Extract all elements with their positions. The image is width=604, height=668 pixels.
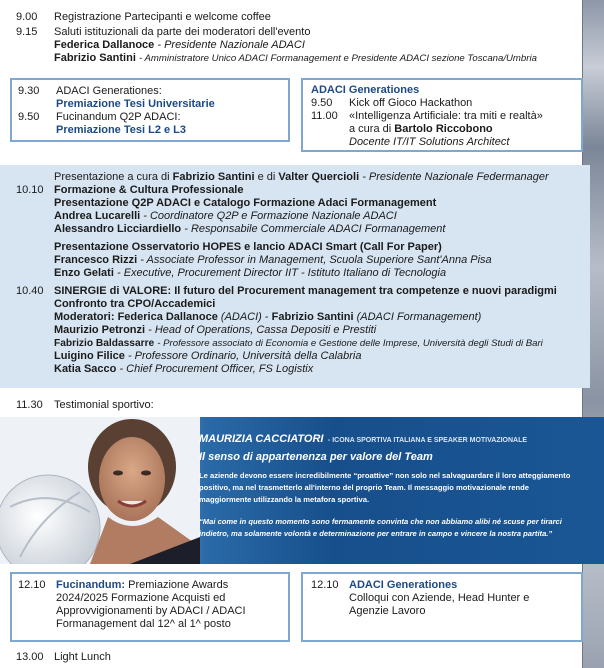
speaker-role: - Head of Operations, Cassa Depositi e Prestiti bbox=[148, 324, 377, 336]
speaker-name: Fabrizio Baldassarre bbox=[54, 338, 155, 349]
time: 12.10 bbox=[311, 579, 339, 591]
agenda-row bbox=[311, 136, 543, 149]
agenda-row bbox=[16, 171, 588, 184]
speaker-role: - Presidente Nazionale Federmanager bbox=[362, 171, 549, 183]
agenda-row bbox=[311, 97, 543, 110]
agenda-text: Fucinandum Q2P ADACI: bbox=[56, 111, 181, 123]
speaker-role: - Chief Procurement Officer, FS Logistix bbox=[119, 363, 314, 375]
agenda-row bbox=[16, 399, 154, 412]
agenda-text: Premiazione Awards bbox=[128, 579, 229, 591]
generationes-box-bottom-right bbox=[301, 572, 583, 642]
agenda-text: Formanagement dal 12^ al 1^ posto bbox=[56, 618, 231, 630]
agenda-row bbox=[16, 267, 588, 280]
time: 12.10 bbox=[18, 579, 46, 591]
speaker-role: - ICONA SPORTIVA ITALIANA E SPEAKER MOTIVAZIONALE bbox=[327, 437, 528, 444]
time: 11.00 bbox=[311, 110, 338, 122]
agenda-row bbox=[16, 11, 591, 24]
speaker-name: Francesco Rizzi bbox=[54, 254, 138, 266]
agenda-row bbox=[16, 363, 588, 376]
hero-paragraph-line: positivo, ma nel trasmetterlo all'interno del proprio Team. Il messaggio motivazionale rende bbox=[199, 483, 529, 492]
agenda-row bbox=[16, 337, 588, 350]
time: 9.00 bbox=[16, 11, 38, 23]
speaker-name: Katia Sacco bbox=[54, 363, 117, 375]
agenda-text: a cura di bbox=[349, 123, 392, 135]
speaker-role: - Coordinatore Q2P e Formazione Nazionale ADACI bbox=[143, 210, 397, 222]
box-title: ADACI Generationes bbox=[349, 579, 458, 591]
speaker-role: - Presidente Nazionale ADACI bbox=[157, 39, 305, 51]
agenda-text: Registrazione Partecipanti e welcome coffee bbox=[54, 11, 271, 23]
awards-box-bottom-left bbox=[10, 572, 290, 642]
speaker-role: - Amministratore Unico ADACI Formanagement e Presidente ADACI sezione Toscana/Umbria bbox=[138, 53, 537, 64]
opening-section bbox=[16, 11, 591, 65]
time: 11.30 bbox=[16, 399, 43, 411]
agenda-text: Approvvigionamenti by ADACI / ADACI bbox=[56, 605, 246, 617]
speaker-name: Luigino Filice bbox=[54, 350, 125, 362]
agenda-row bbox=[18, 579, 246, 592]
agenda-row bbox=[16, 184, 588, 197]
agenda-row: Moderatori: Federica Dallanoce (ADACI) - Fabrizio Santini (ADACI Formanagement) bbox=[54, 311, 482, 323]
agenda-row bbox=[18, 98, 215, 111]
agenda-text: Saluti istituzionali da parte dei moderatori dell'evento bbox=[54, 26, 311, 38]
hero-quote bbox=[199, 516, 595, 540]
speaker-role: Docente IT/IT Solutions Architect bbox=[349, 136, 510, 148]
speaker-name: Bartolo Riccobono bbox=[394, 123, 493, 135]
agenda-row bbox=[16, 26, 591, 39]
speaker-role: - Associate Professor in Management, Scuola Superiore Sant'Anna Pisa bbox=[140, 254, 492, 266]
speaker-hero-text bbox=[199, 429, 595, 540]
speaker-role: - Professore Ordinario, Università della Calabria bbox=[127, 350, 362, 362]
agenda-text: Agenzie Lavoro bbox=[349, 605, 426, 617]
agenda-row bbox=[16, 298, 588, 311]
agenda-text: «Intelligenza Artificiale: tra miti e realtà» bbox=[349, 110, 543, 122]
session-title: SINERGIE di VALORE: Il futuro del Procurement management tra competenze e nuovi paradigmi bbox=[54, 285, 557, 297]
award-title: Premiazione Tesi Universitarie bbox=[56, 98, 215, 110]
time: 10.10 bbox=[16, 184, 44, 196]
generationes-box-right bbox=[301, 78, 583, 152]
agenda-row bbox=[16, 324, 588, 337]
speaker-role: - Executive, Procurement Director IIT - Istituto Italiano di Tecnologia bbox=[116, 267, 447, 279]
agenda-row bbox=[16, 285, 588, 298]
speaker-name: Federica Dallanoce bbox=[117, 311, 218, 323]
agenda-text: ADACI Generationes: bbox=[56, 85, 162, 97]
speaker-role: - Responsabile Commerciale ADACI Formanagement bbox=[184, 223, 446, 235]
hero-paragraph-line: maggiormente utilizzando la metafora sportiva. bbox=[199, 495, 370, 504]
speaker-name: Fabrizio Santini bbox=[172, 171, 255, 183]
agenda-row bbox=[311, 110, 543, 123]
agenda-row bbox=[311, 592, 529, 605]
time: 13.00 bbox=[16, 651, 44, 663]
agenda-row bbox=[18, 124, 215, 137]
time: 10.40 bbox=[16, 285, 44, 297]
speaker-name: Fabrizio Santini bbox=[271, 311, 354, 323]
agenda-row bbox=[18, 618, 246, 631]
brand-label: Fucinandum: bbox=[56, 579, 126, 591]
agenda-row bbox=[18, 111, 215, 124]
agenda-row bbox=[311, 579, 529, 592]
time: 9.50 bbox=[18, 111, 40, 123]
agenda-row bbox=[16, 350, 588, 363]
speaker-name: Enzo Gelati bbox=[54, 267, 114, 279]
agenda-text: Light Lunch bbox=[54, 651, 111, 663]
time: 9.15 bbox=[16, 26, 38, 38]
awards-box-left bbox=[10, 78, 290, 142]
hero-quote-line: indietro, ma solamente volontà e determinazione per entrare in campo e vincere la nostra partita.” bbox=[199, 529, 553, 538]
agenda-row bbox=[16, 39, 591, 52]
main-sessions-band bbox=[0, 165, 590, 388]
agenda-text: Testimonial sportivo: bbox=[54, 399, 154, 411]
time: 9.50 bbox=[311, 97, 333, 109]
speaker-hero-banner bbox=[0, 417, 604, 564]
hero-paragraph-line: Le aziende devono essere incredibilmente “proattive” non solo nel salvaguardare il loro atteggiamento bbox=[199, 471, 571, 480]
box-title: ADACI Generationes bbox=[311, 84, 420, 96]
hero-paragraph bbox=[199, 470, 595, 506]
session-title: Confronto tra CPO/Accademici bbox=[54, 298, 216, 310]
agenda-row bbox=[16, 197, 588, 210]
agenda-row bbox=[16, 223, 588, 236]
agenda-row bbox=[16, 254, 588, 267]
session-title: Formazione & Cultura Professionale bbox=[54, 184, 244, 196]
speaker-name: Andrea Lucarelli bbox=[54, 210, 141, 222]
speaker-role: - Professore associato di Economia e Gestione delle Imprese, Università degli Studi di Bari bbox=[157, 338, 543, 349]
speaker-name: Valter Quercioli bbox=[278, 171, 360, 183]
speaker-affiliation: (ADACI) bbox=[220, 311, 262, 323]
speaker-name: Fabrizio Santini bbox=[54, 52, 136, 64]
agenda-text: Colloqui con Aziende, Head Hunter e bbox=[349, 592, 530, 604]
speaker-portrait-image bbox=[0, 417, 200, 564]
agenda-row bbox=[18, 605, 246, 618]
speaker-name: Alessandro Licciardiello bbox=[54, 223, 182, 235]
hero-subtitle: Il senso di appartenenza per valore del Team bbox=[199, 451, 433, 463]
speaker-name: Maurizio Petronzi bbox=[54, 324, 146, 336]
speaker-name: Federica Dallanoce bbox=[54, 39, 155, 51]
session-title: Presentazione Q2P ADACI e Catalogo Formazione Adaci Formanagement bbox=[54, 197, 437, 209]
agenda-row bbox=[16, 651, 111, 664]
moderators-label: Moderatori: bbox=[54, 311, 115, 323]
agenda-row bbox=[16, 52, 591, 65]
agenda-text: 2024/2025 Formazione Acquisti ed bbox=[56, 592, 226, 604]
agenda-text: e di bbox=[257, 171, 276, 183]
agenda-row bbox=[16, 210, 588, 223]
agenda-row bbox=[18, 592, 246, 605]
hero-quote-line: “Mai come in questo momento sono fermamente convinta che non abbiamo alibi né scuse per tirarci bbox=[199, 517, 562, 526]
award-title: Premiazione Tesi L2 e L3 bbox=[56, 124, 187, 136]
agenda-row bbox=[18, 85, 215, 98]
agenda-row bbox=[311, 605, 529, 618]
agenda-row bbox=[311, 123, 543, 136]
agenda-row bbox=[16, 241, 588, 254]
time: 9.30 bbox=[18, 85, 40, 97]
speaker-affiliation: (ADACI Formanagement) bbox=[356, 311, 482, 323]
agenda-text: Kick off Gioco Hackathon bbox=[349, 97, 473, 109]
session-title: Presentazione Osservatorio HOPES e lancio ADACI Smart (Call For Paper) bbox=[54, 241, 442, 253]
speaker-name: MAURIZIA CACCIATORI bbox=[199, 433, 324, 445]
agenda-text: Presentazione a cura di bbox=[54, 171, 170, 183]
